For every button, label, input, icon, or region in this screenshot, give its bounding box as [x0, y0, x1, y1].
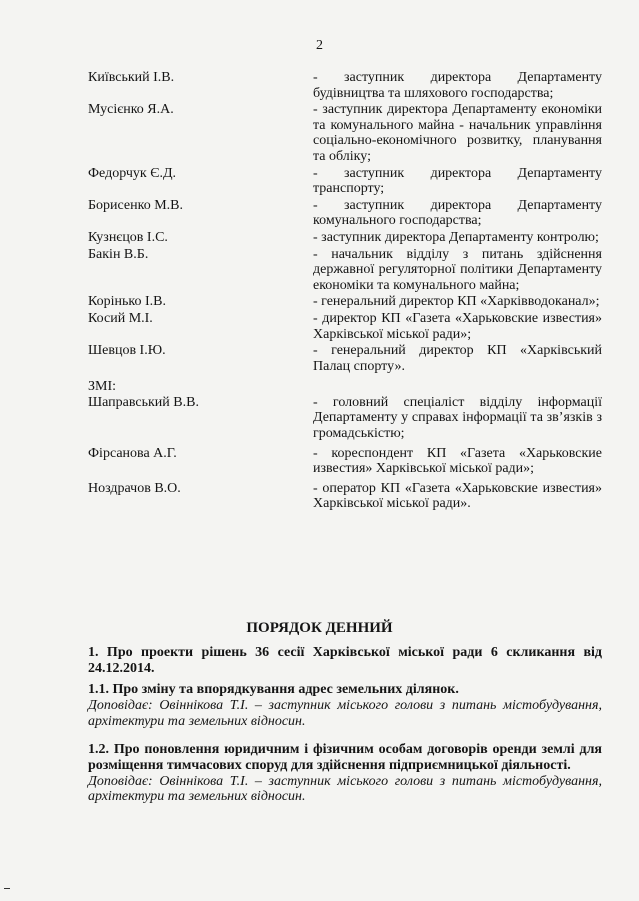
attendee-row [0, 230, 639, 246]
attendee-name: Київський І.В. [88, 70, 175, 85]
agenda-item-speaker: Доповідає: Овіннікова Т.І. – заступник міського голови з питань містобудування, архітектури та земельних відносин. [88, 773, 602, 805]
attendee-name: Федорчук Є.Д. [88, 165, 176, 181]
agenda-item [88, 645, 602, 677]
media-role: - оператор КП «Газета «Харьковские известия» Харківської міської ради». [313, 480, 602, 512]
attendee-role: - директор КП «Газета «Харьковские известия» Харківської міської ради»; [313, 310, 602, 342]
media-name: Фірсанова А.Г. [88, 445, 177, 461]
attendee-role: - заступник директора Департаменту контролю; [313, 229, 599, 245]
media-role: - кореспондент КП «Газета «Харьковские известия» Харківської міської ради»; [313, 445, 602, 477]
agenda-item-heading: 1. Про проекти рішень 36 сесії Харківської міської ради 6 скликання від 24.12.2014. [88, 645, 602, 676]
attendee-name: Борисенко М.В. [88, 197, 183, 213]
media-row [0, 446, 639, 477]
attendee-name: Бакін В.Б. [88, 246, 149, 262]
agenda-title: ПОРЯДОК ДЕННИЙ [246, 620, 393, 636]
agenda-item-speaker: Доповідає: Овіннікова Т.І. – заступник міського голови з питань містобудування, архітектури та земельних відносин. [88, 697, 602, 729]
attendee-name: Кузнєцов І.С. [88, 229, 168, 245]
attendee-role: - генеральний директор КП «Харківський Палац спорту». [313, 343, 602, 374]
agenda-item-heading: 1.1. Про зміну та впорядкування адрес земельних ділянок. [88, 682, 459, 697]
attendee-role: - начальник відділу з питань здійснення державної регуляторної політики Департаменту економіки та комунального майна; [313, 246, 602, 293]
page-number: 2 [316, 38, 323, 53]
attendee-list [0, 70, 639, 512]
attendee-role: - генеральний директор КП «Харківводоканал»; [313, 294, 600, 310]
attendee-row [0, 70, 639, 101]
attendee-role: - заступник директора Департаменту транспорту; [313, 165, 602, 197]
media-name: Ноздрачов В.О. [88, 480, 181, 496]
attendee-row [0, 311, 639, 342]
media-row [0, 395, 639, 442]
attendee-row [0, 102, 639, 164]
agenda-item [88, 682, 602, 729]
attendee-name: Косий М.І. [88, 310, 153, 326]
media-role: - головний спеціаліст відділу інформації Департаменту у справах інформації та зв’язків з громадськістю; [313, 394, 602, 442]
attendee-role: - заступник директора Департаменту комунального господарства; [313, 197, 602, 229]
attendee-role: - заступник директора Департаменту економіки та комунального майна - начальник управління соціально-економічного розвитку, планування та обліку; [313, 102, 602, 164]
attendee-row [0, 166, 639, 197]
attendee-row [0, 198, 639, 229]
attendee-role: - заступник директора Департаменту будівництва та шляхового господарства; [313, 70, 602, 101]
attendee-name: Мусієнко Я.А. [88, 102, 174, 118]
attendee-name: Корінько І.В. [88, 294, 166, 310]
attendee-row [0, 343, 639, 374]
attendee-name: Шевцов І.Ю. [88, 343, 166, 359]
scan-edge-mark [4, 888, 10, 889]
agenda-item-heading: 1.2. Про поновлення юридичним і фізичним особам договорів оренди землі для розміщення тимчасових споруд для здійснення підприємницької діяльності. [88, 742, 602, 773]
media-name: Шаправський В.В. [88, 394, 199, 410]
attendee-row [0, 294, 639, 310]
media-row [0, 481, 639, 512]
media-section-label: ЗМІ: [88, 379, 117, 395]
attendee-row [0, 247, 639, 294]
agenda-item [88, 742, 602, 805]
